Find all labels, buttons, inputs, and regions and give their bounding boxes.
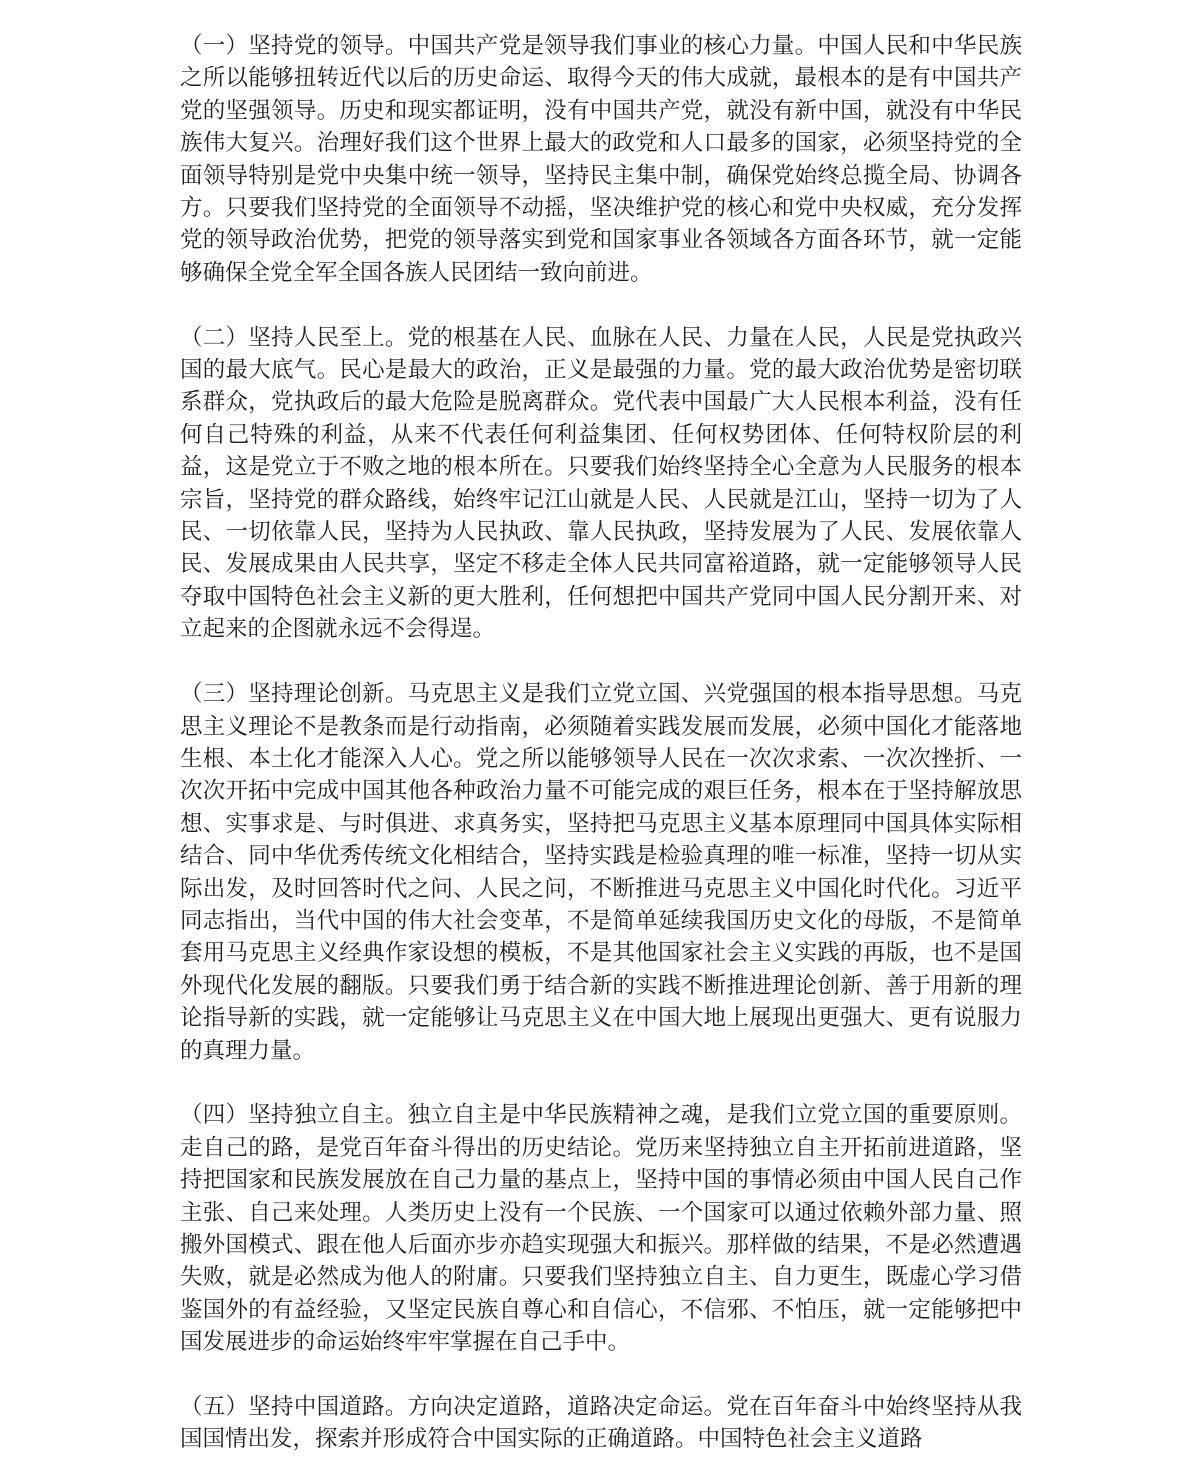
paragraph-3-theoretical-innovation: （三）坚持理论创新。马克思主义是我们立党立国、兴党强国的根本指导思想。马克思主义理论不是教条而是行动指南，必须随着实践发展而发展，必须中国化才能落地生根、本土化才能深入人心。党之所以能够领导人民在一次次求索、一次次挫折、一次次开拓中完成中国其他各种政治力量不可能完成的艰巨任务，根本在于坚持解放思想、实事求是、与时俱进、求真务实，坚持把马克思主义基本原理同中国具体实际相结合、同中华优秀传统文化相结合，坚持实践是检验真理的唯一标准，坚持一切从实际出发，及时回答时代之问、人民之问，不断推进马克思主义中国化时代化。习近平同志指出，当代中国的伟大社会变革，不是简单延续我国历史文化的母版，不是简单套用马克思主义经典作家设想的模板，不是其他国家社会主义实践的再版，也不是国外现代化发展的翻版。只要我们勇于结合新的实践不断推进理论创新、善于用新的理论指导新的实践，就一定能够让马克思主义在中国大地上展现出更强大、更有说服力的真理力量。: [180, 681, 1022, 1064]
paragraph-2-people-first: （二）坚持人民至上。党的根基在人民、血脉在人民、力量在人民，人民是党执政兴国的最大底气。民心是最大的政治，正义是最强的力量。党的最大政治优势是密切联系群众，党执政后的最大危险是脱离群众。党代表中国最广大人民根本利益，没有任何自己特殊的利益，从来不代表任何利益集团、任何权势团体、任何特权阶层的利益，这是党立于不败之地的根本所在。只要我们始终坚持全心全意为人民服务的根本宗旨，坚持党的群众路线，始终牢记江山就是人民、人民就是江山，坚持一切为了人民、一切依靠人民，坚持为人民执政、靠人民执政，坚持发展为了人民、发展依靠人民、发展成果由人民共享，坚定不移走全体人民共同富裕道路，就一定能够领导人民夺取中国特色社会主义新的更大胜利，任何想把中国共产党同中国人民分割开来、对立起来的企图就永远不会得逞。: [180, 324, 1022, 643]
paragraph-1-party-leadership: （一）坚持党的领导。中国共产党是领导我们事业的核心力量。中国人民和中华民族之所以能够扭转近代以后的历史命运、取得今天的伟大成就，最根本的是有中国共产党的坚强领导。历史和现实都证明，没有中国共产党，就没有新中国，就没有中华民族伟大复兴。治理好我们这个世界上最大的政党和人口最多的国家，必须坚持党的全面领导特别是党中央集中统一领导，坚持民主集中制，确保党始终总揽全局、协调各方。只要我们坚持党的全面领导不动摇，坚决维护党的核心和党中央权威，充分发挥党的领导政治优势，把党的领导落实到党和国家事业各领域各方面各环节，就一定能够确保全党全军全国各族人民团结一致向前进。: [180, 33, 1022, 286]
document-body: [180, 30, 1022, 1456]
paragraph-4-independence: （四）坚持独立自主。独立自主是中华民族精神之魂，是我们立党立国的重要原则。走自己的路，是党百年奋斗得出的历史结论。党历来坚持独立自主开拓前进道路，坚持把国家和民族发展放在自己力量的基点上，坚持中国的事情必须由中国人民自己作主张、自己来处理。人类历史上没有一个民族、一个国家可以通过依赖外部力量、照搬外国模式、跟在他人后面亦步亦趋实现强大和振兴。那样做的结果，不是必然遭遇失败，就是必然成为他人的附庸。只要我们坚持独立自主、自力更生，既虚心学习借鉴国外的有益经验，又坚定民族自尊心和自信心，不信邪、不怕压，就一定能够把中国发展进步的命运始终牢牢掌握在自己手中。: [180, 1102, 1022, 1356]
paragraph-5-chinese-path: （五）坚持中国道路。方向决定道路，道路决定命运。党在百年奋斗中始终坚持从我国国情出发，探索并形成符合中国实际的正确道路。中国特色社会主义道路: [180, 1394, 1022, 1453]
